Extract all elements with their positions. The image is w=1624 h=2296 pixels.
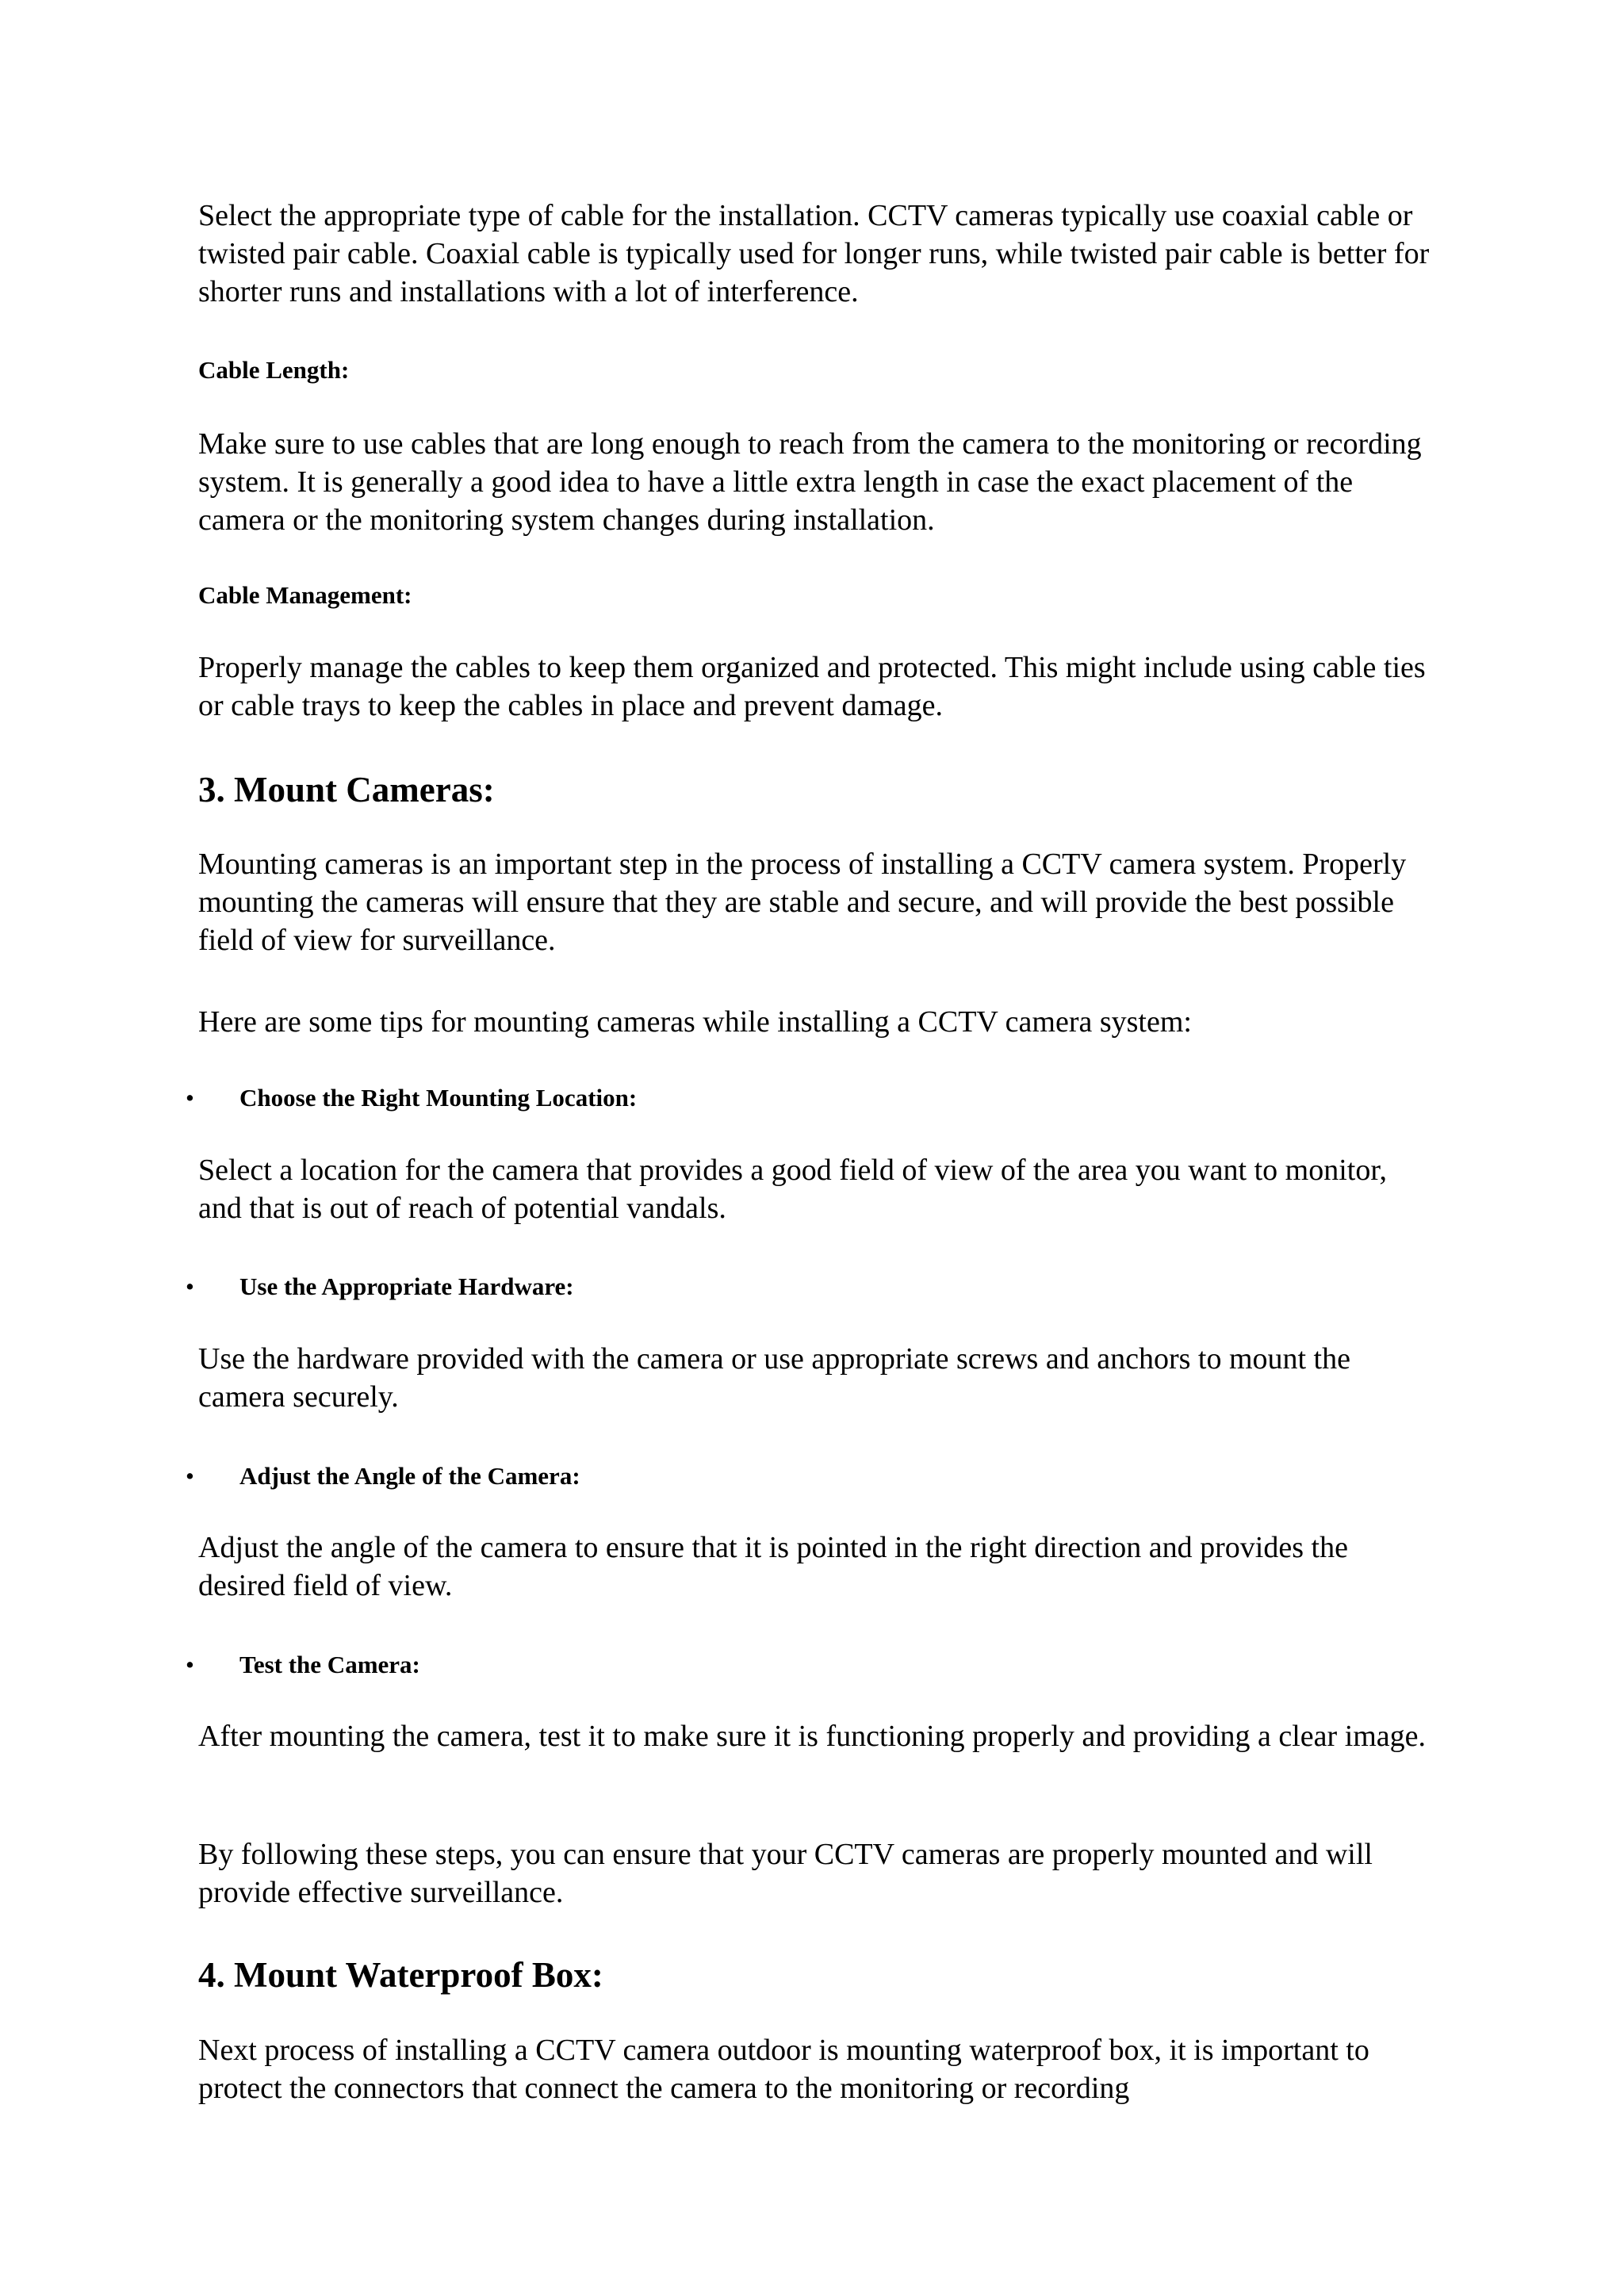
- mount-cameras-paragraph: Mounting cameras is an important step in the process of installing a CCTV camera system. Properly mounting the cameras will ensure that they are stable and secure, and will provide the best possible field of view for surveillance.: [198, 848, 1407, 957]
- tip-bullet-item: [186, 1082, 1423, 1114]
- tip-text: Adjust the angle of the camera to ensure that it is pointed in the right direction and provides the desired field of view.: [198, 1531, 1348, 1602]
- cable-management-heading: Cable Management:: [198, 581, 412, 609]
- bullet-icon: •: [186, 1084, 194, 1112]
- bullet-icon: •: [186, 1462, 194, 1490]
- mount-waterproof-box-paragraph: Next process of installing a CCTV camera outdoor is mounting waterproof box, it is important to protect the connectors that connect the camera to the monitoring or recording: [198, 2034, 1369, 2105]
- tip-title: Test the Camera:: [239, 1651, 420, 1678]
- cable-length-paragraph: Make sure to use cables that are long enough to reach from the camera to the monitoring or recording system. It is generally a good idea to have a little extra length in case the exact placement of the camera or the monitoring system changes during installation.: [198, 427, 1422, 537]
- bullet-icon: •: [186, 1272, 194, 1300]
- mount-waterproof-box-heading: 4. Mount Waterproof Box:: [198, 1955, 603, 1995]
- tip-text: Select a location for the camera that provides a good field of view of the area you want to monitor, and that is out of reach of potential vandals.: [198, 1154, 1387, 1225]
- cable-management-paragraph: Properly manage the cables to keep them organized and protected. This might include using cable ties or cable trays to keep the cables in place and prevent damage.: [198, 651, 1426, 722]
- tip-bullet-item: [186, 1460, 1423, 1492]
- tip-text: Use the hardware provided with the camera or use appropriate screws and anchors to mount the camera securely.: [198, 1342, 1350, 1414]
- cable-length-heading: Cable Length:: [198, 356, 350, 384]
- tip-bullet-item: [186, 1271, 1423, 1303]
- mount-cameras-tips-intro: Here are some tips for mounting cameras while installing a CCTV camera system:: [198, 1005, 1192, 1039]
- mount-cameras-heading: 3. Mount Cameras:: [198, 770, 495, 809]
- tip-title: Adjust the Angle of the Camera:: [239, 1462, 580, 1490]
- tip-text: After mounting the camera, test it to make sure it is functioning properly and providing a clear image.: [198, 1720, 1427, 1753]
- tip-bullet-item: [186, 1649, 1423, 1681]
- tip-title: Choose the Right Mounting Location:: [239, 1084, 638, 1112]
- mount-cameras-conclusion: By following these steps, you can ensure that your CCTV cameras are properly mounted and will provide effective surveillance.: [198, 1838, 1373, 1909]
- intro-paragraph: Select the appropriate type of cable for the installation. CCTV cameras typically use coaxial cable or twisted pair cable. Coaxial cable is typically used for longer runs, while twisted pair cable is better for shorter runs and installations with a lot of interference.: [198, 199, 1430, 308]
- bullet-icon: •: [186, 1651, 194, 1678]
- tip-title: Use the Appropriate Hardware:: [239, 1272, 574, 1300]
